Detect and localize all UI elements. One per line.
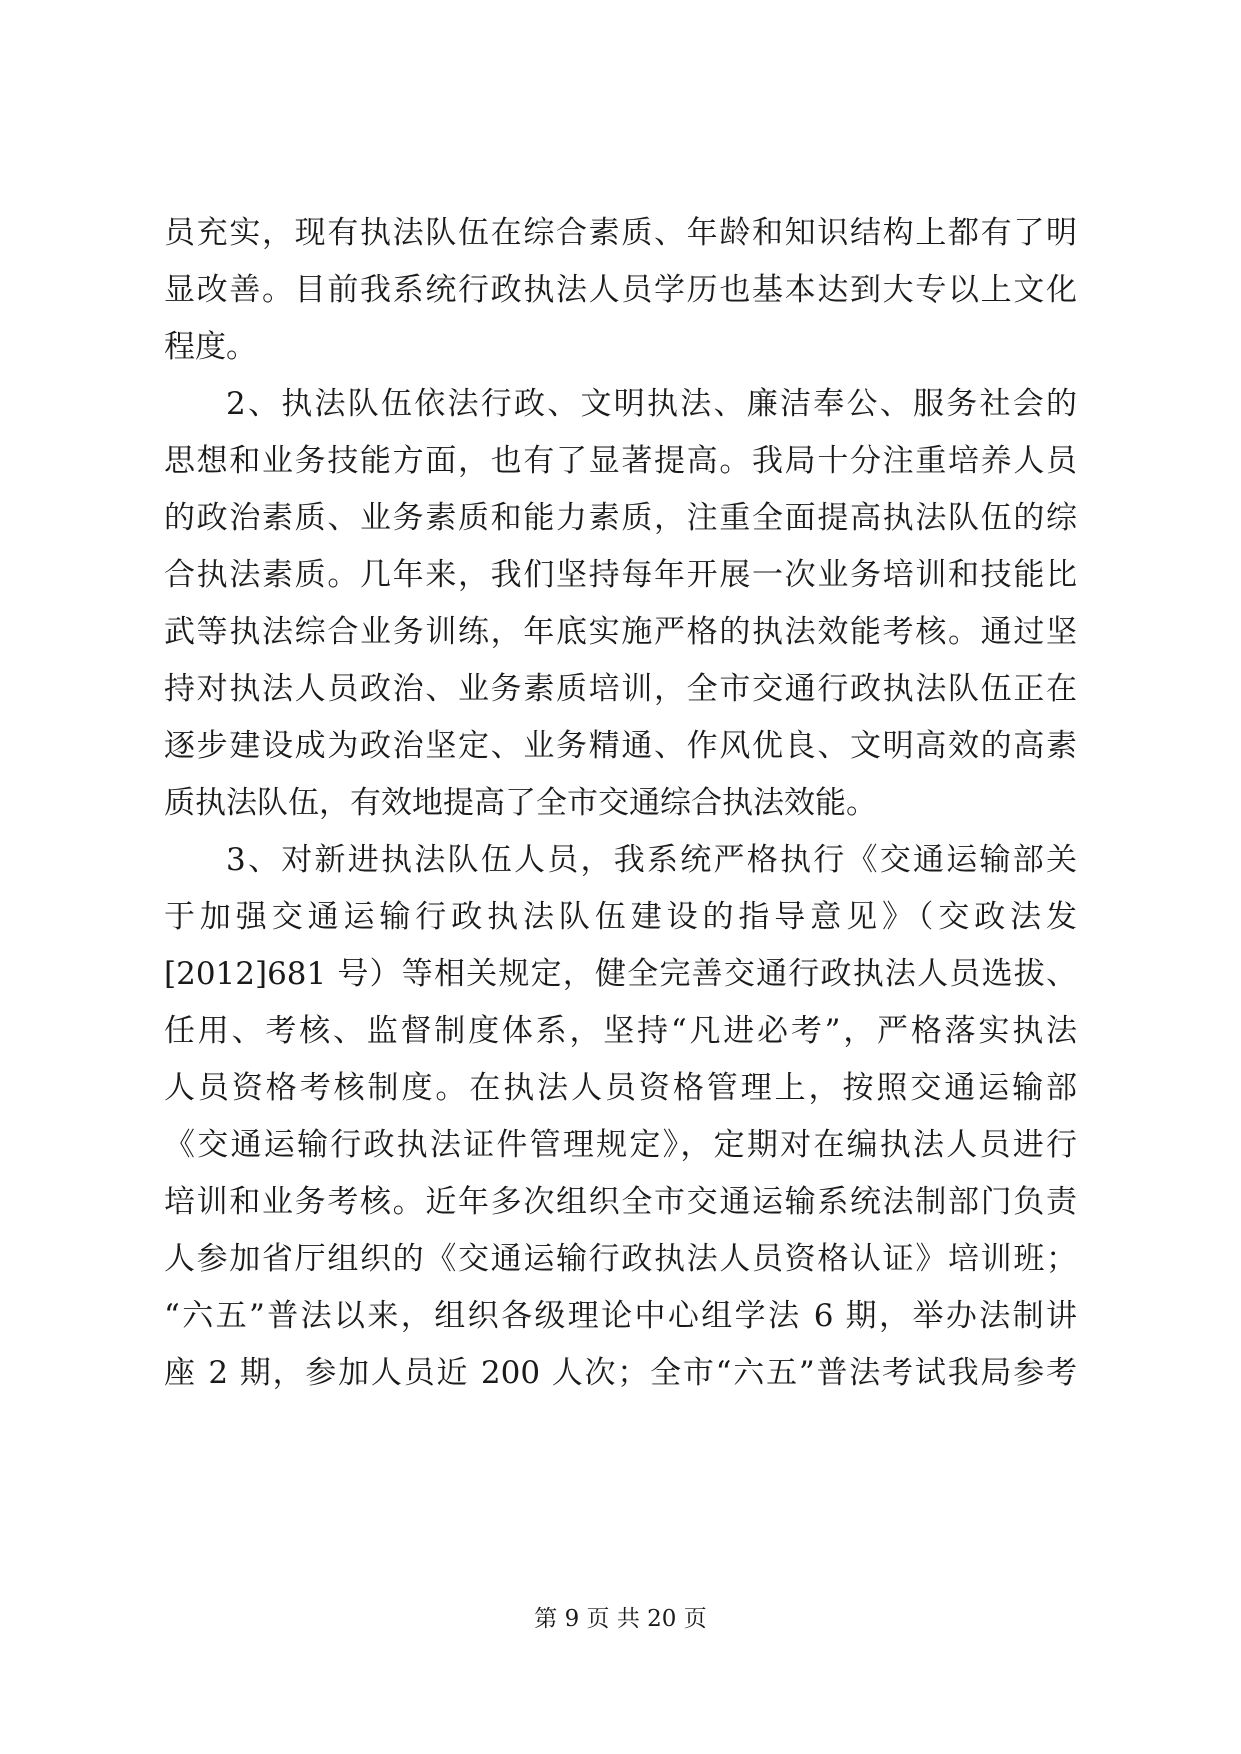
text-line: 思想和业务技能方面，也有了显著提高。我局十分注重培养人员 <box>164 443 1077 479</box>
text-line: 员充实，现有执法队伍在综合素质、年龄和知识结构上都有了明 <box>164 215 1077 251</box>
text-line: 于加强交通运输行政执法队伍建设的指导意见》（交政法发 <box>164 899 1077 935</box>
text-line: 合执法素质。几年来，我们坚持每年开展一次业务培训和技能比 <box>164 557 1077 593</box>
text-line: 逐步建设成为政治坚定、业务精通、作风优良、文明高效的高素 <box>164 728 1077 764</box>
text-line: 《交通运输行政执法证件管理规定》，定期对在编执法人员进行 <box>164 1127 1077 1163</box>
paragraph-3-first-line: 3、对新进执法队伍人员，我系统严格执行《交通运输部关 <box>226 842 1077 878</box>
text-line: 显改善。目前我系统行政执法人员学历也基本达到大专以上文化 <box>164 272 1077 308</box>
text-line: 的政治素质、业务素质和能力素质，注重全面提高执法队伍的综 <box>164 500 1077 536</box>
page-number-footer: 第 9 页 共 20 页 <box>534 1606 707 1632</box>
paragraph-2-first-line: 2、执法队伍依法行政、文明执法、廉洁奉公、服务社会的 <box>226 386 1077 422</box>
text-line: 人员资格考核制度。在执法人员资格管理上，按照交通运输部 <box>164 1070 1077 1106</box>
text-line: 质执法队伍，有效地提高了全市交通综合执法效能。 <box>164 785 877 821</box>
text-line: 武等执法综合业务训练，年底实施严格的执法效能考核。通过坚 <box>164 614 1077 650</box>
text-line: 培训和业务考核。近年多次组织全市交通运输系统法制部门负责 <box>164 1184 1077 1220</box>
text-line: 人参加省厅组织的《交通运输行政执法人员资格认证》培训班； <box>164 1241 1077 1277</box>
text-line: “六五”普法以来，组织各级理论中心组学法 6 期，举办法制讲 <box>164 1298 1077 1334</box>
text-line: 任用、考核、监督制度体系，坚持“凡进必考”，严格落实执法 <box>164 1013 1077 1049</box>
text-line: 座 2 期，参加人员近 200 人次；全市“六五”普法考试我局参考 <box>164 1355 1077 1391</box>
text-line: 持对执法人员政治、业务素质培训，全市交通行政执法队伍正在 <box>164 671 1077 707</box>
text-line: 程度。 <box>164 329 257 365</box>
text-line: [2012]681 号）等相关规定，健全完善交通行政执法人员选拔、 <box>164 956 1077 992</box>
